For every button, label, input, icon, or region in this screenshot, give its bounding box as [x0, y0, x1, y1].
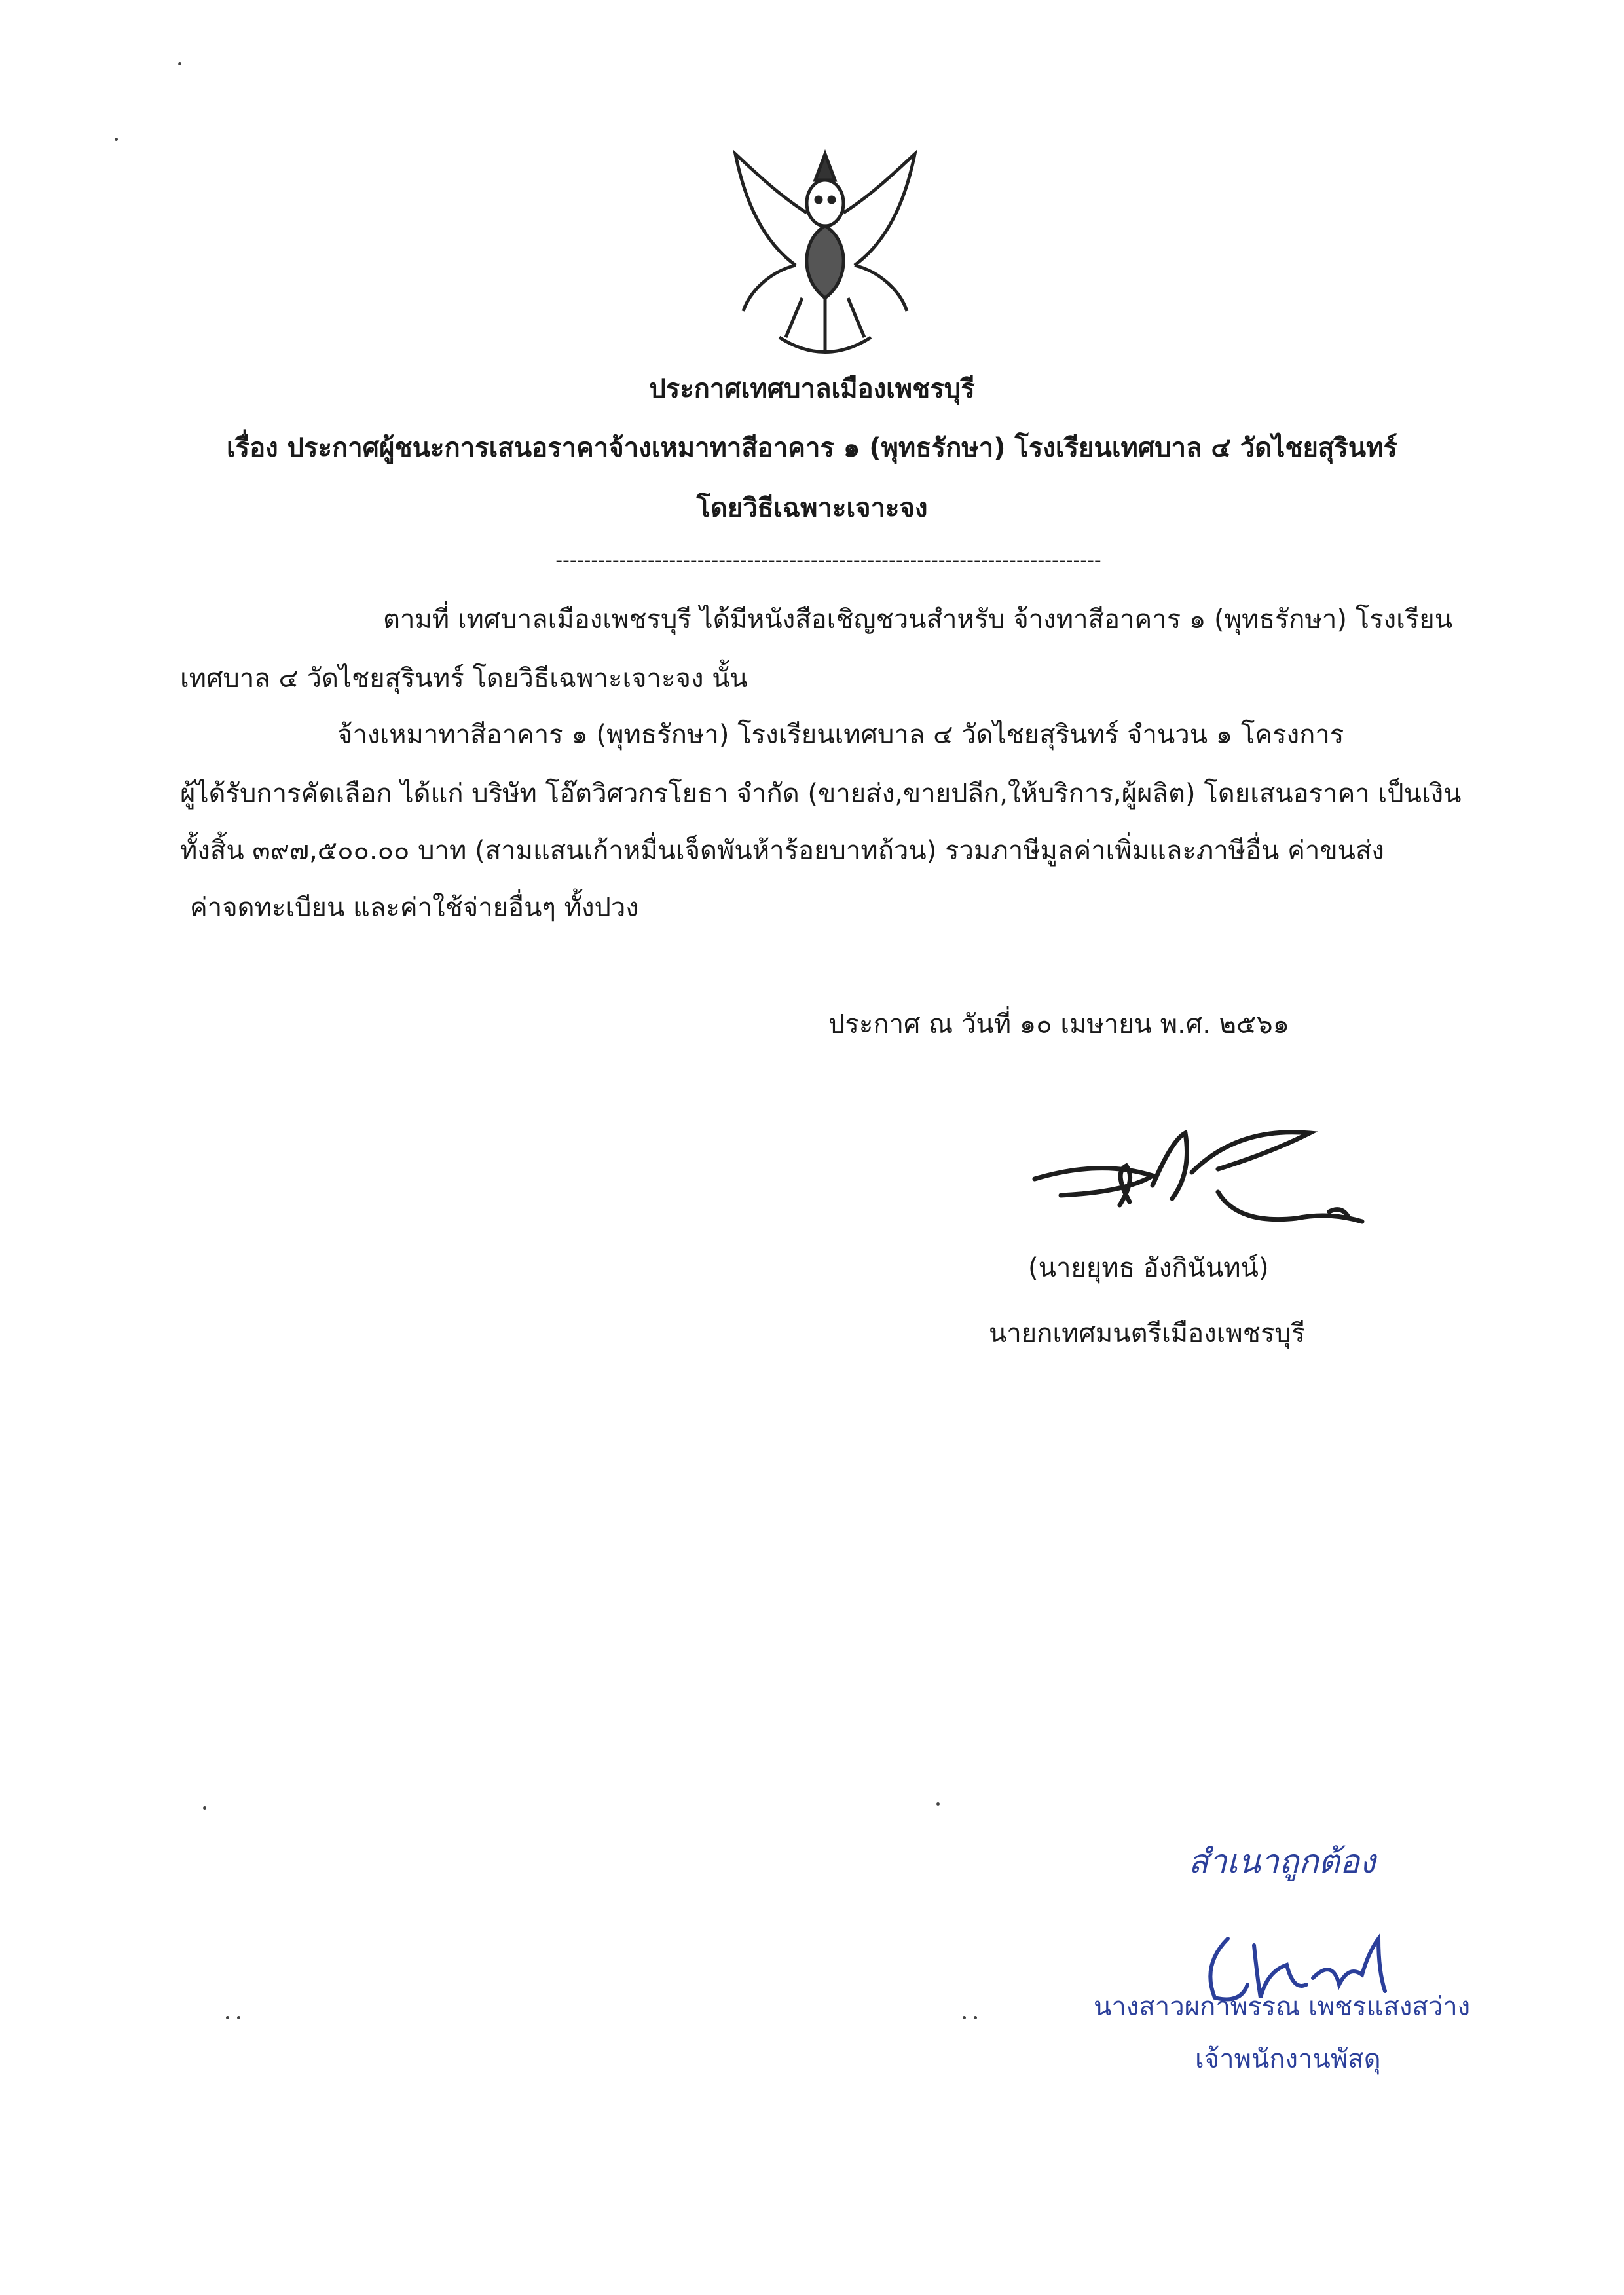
divider-rule: -----------------------------------------------------------------------------	[555, 549, 1101, 572]
certified-copy-stamp: สำเนาถูกต้อง	[1189, 1842, 1376, 1880]
scan-speck	[178, 62, 181, 65]
signatory-position: นายกเทศมนตรีเมืองเพชรบุรี	[989, 1318, 1306, 1349]
paragraph-2-line-3: ทั้งสิ้น ๓๙๗,๕๐๐.๐๐ บาท (สามแสนเก้าหมื่นเจ็ดพันห้าร้อยบาทถ้วน) รวมภาษีมูลค่าเพิ่มและภาษีอื่น ค่าขนส่ง	[180, 836, 1384, 866]
scan-speck	[963, 2016, 966, 2019]
paragraph-1-line-2: เทศบาล ๔ วัดไชยสุรินทร์ โดยวิธีเฉพาะเจาะจง นั้น	[180, 663, 748, 694]
paragraph-1-line-1: ตามที่ เทศบาลเมืองเพชรบุรี ได้มีหนังสือเชิญชวนสำหรับ จ้างทาสีอาคาร ๑ (พุทธรักษา) โรงเรียน	[383, 605, 1453, 635]
scan-speck	[936, 1802, 940, 1806]
scan-speck	[115, 138, 118, 141]
paragraph-2-line-1: จ้างเหมาทาสีอาคาร ๑ (พุทธรักษา) โรงเรียนเทศบาล ๔ วัดไชยสุรินทร์ จำนวน ๑ โครงการ	[337, 720, 1344, 750]
subject-line: เรื่อง ประกาศผู้ชนะการเสนอราคาจ้างเหมาทาสีอาคาร ๑ (พุทธรักษา) โรงเรียนเทศบาล ๔ วัดไชยสุรินทร์	[227, 433, 1397, 463]
officer-position: เจ้าพนักงานพัสดุ	[1195, 2044, 1381, 2074]
signatory-name: (นายยุทธ อังกินันทน์)	[1028, 1253, 1269, 1283]
scan-speck	[203, 1806, 206, 1810]
scan-speck	[237, 2016, 240, 2019]
paragraph-2-line-2: ผู้ได้รับการคัดเลือก ได้แก่ บริษัท โอ๊ตวิศวกรโยธา จำกัด (ขายส่ง,ขายปลีก,ให้บริการ,ผู้ผลิต) โดยเสนอราคา เป็นเงิน	[180, 779, 1462, 809]
procurement-method: โดยวิธีเฉพาะเจาะจง	[696, 493, 928, 523]
paragraph-2-line-4: ค่าจดทะเบียน และค่าใช้จ่ายอื่นๆ ทั้งปวง	[190, 893, 638, 923]
garuda-emblem-icon	[724, 141, 927, 367]
agency-title: ประกาศเทศบาลเมืองเพชรบุรี	[649, 374, 975, 404]
scan-speck	[226, 2016, 229, 2019]
officer-name: นางสาวผกาพรรณ เพชรแสงสว่าง	[1094, 1992, 1471, 2022]
mayor-signature	[1022, 1113, 1375, 1225]
scan-speck	[974, 2016, 977, 2019]
announcement-date: ประกาศ ณ วันที่ ๑๐ เมษายน พ.ศ. ๒๕๖๑	[828, 1009, 1290, 1039]
